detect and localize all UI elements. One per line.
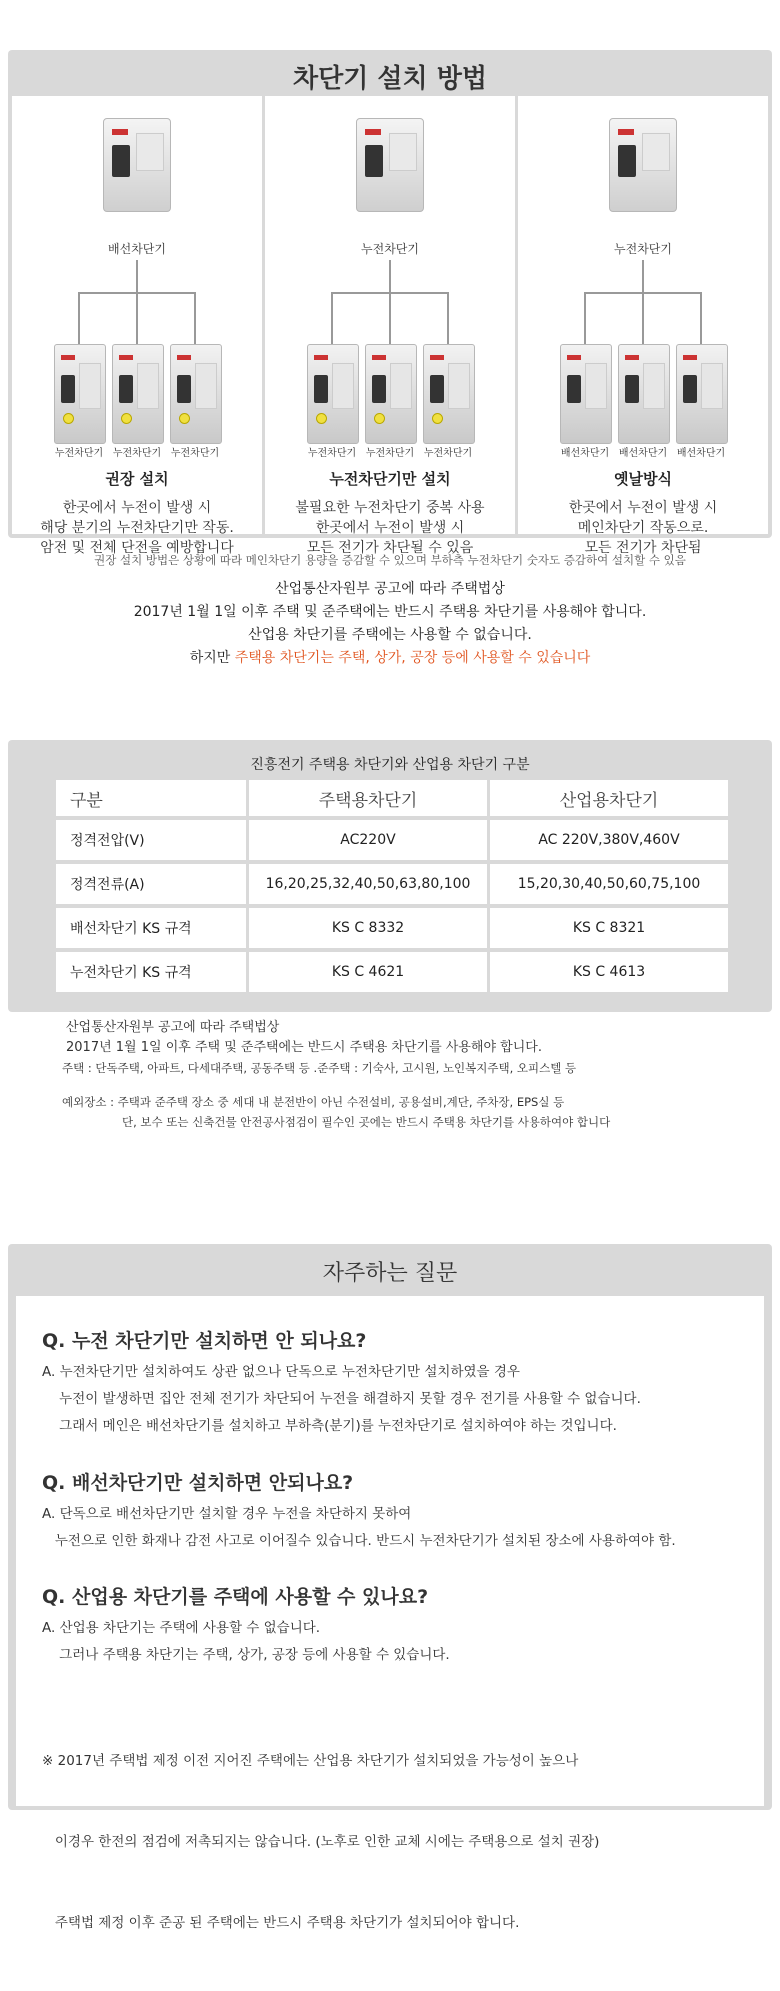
- breaker-label-plate: [585, 363, 607, 409]
- faq-footnote: [42, 1694, 599, 1991]
- faq-answer-line: 그러나 주택용 차단기는 주택, 상가, 공장 등에 사용할 수 있습니다.: [42, 1647, 450, 1663]
- table-header-cell: 산업용차단기: [490, 780, 728, 816]
- footnote-line: 주택법 제정 이후 준공 된 주택에는 반드시 주택용 차단기가 설치되어야 합니다.: [42, 1915, 520, 1931]
- breaker-switch: [314, 375, 328, 403]
- breaker-brand-mark: [177, 355, 191, 360]
- law-line-highlight: [0, 647, 780, 670]
- breaker-brand-mark: [365, 129, 381, 135]
- test-button: [432, 413, 443, 424]
- description-line: 불필요한 누전차단기 중복 사용: [295, 500, 485, 516]
- description-line: 한곳에서 누전이 발생 시: [62, 500, 212, 516]
- law-notice: [0, 578, 780, 670]
- sub-breaker-image: [676, 344, 728, 444]
- main-breaker-caption: 누전차단기: [361, 242, 419, 256]
- table-row: [56, 820, 728, 860]
- footnote-line: ※ 2017년 주택법 제정 이전 지어진 주택에는 산업용 차단기가 설치되었을 가능성이 높으나: [42, 1753, 579, 1769]
- breaker-label-plate: [195, 363, 217, 409]
- tree-line: [194, 292, 196, 344]
- compare-title: 진흥전기 주택용 차단기와 산업용 차단기 구분: [250, 757, 530, 773]
- method-heading: 권장 설치: [105, 470, 169, 488]
- breaker-label-plate: [390, 363, 412, 409]
- sub-breaker-image: [170, 344, 222, 444]
- install-column-rcd-only: [265, 96, 518, 556]
- tree-line: [642, 260, 644, 292]
- table-row: [56, 908, 728, 948]
- table-cell: 정격전압(V): [56, 820, 246, 860]
- method-heading: 누전차단기만 설치: [329, 470, 451, 488]
- sub-breaker-caption: 누전차단기: [170, 448, 220, 459]
- description-line: 한곳에서 누전이 발생 시: [315, 520, 465, 536]
- breaker-label-plate: [448, 363, 470, 409]
- method-description: [518, 498, 768, 558]
- main-breaker-image: [103, 118, 171, 212]
- breaker-switch: [61, 375, 75, 403]
- breaker-switch: [112, 145, 130, 177]
- law-prefix: 하지만: [189, 650, 235, 666]
- sub-breaker-caption: 누전차단기: [307, 448, 357, 459]
- table-cell: 15,20,30,40,50,60,75,100: [490, 864, 728, 904]
- footnote-line: 이경우 한전의 점검에 저촉되지는 않습니다. (노후로 인한 교체 시에는 주택용으로 설치 권장): [42, 1834, 600, 1850]
- faq-answer-line: A. 누전차단기만 설치하여도 상관 없으나 단독으로 누전차단기만 설치하였을 경우: [42, 1364, 520, 1380]
- breaker-label-plate: [332, 363, 354, 409]
- breaker-switch: [567, 375, 581, 403]
- sub-breaker-caption: 누전차단기: [365, 448, 415, 459]
- install-column-recommended: [12, 96, 265, 556]
- breaker-brand-mark: [119, 355, 133, 360]
- sub-breaker-caption: 배선차단기: [618, 448, 668, 459]
- sub-breaker-image: [560, 344, 612, 444]
- sub-breaker-caption: 배선차단기: [560, 448, 610, 459]
- faq-answer-line: A. 산업용 차단기는 주택에 사용할 수 없습니다.: [42, 1620, 321, 1636]
- breaker-label-plate: [643, 363, 665, 409]
- description-line: 한곳에서 누전이 발생 시: [568, 500, 718, 516]
- method-description: [265, 498, 515, 558]
- law-line: 산업용 차단기를 주택에는 사용할 수 없습니다.: [248, 627, 532, 643]
- faq-panel: [16, 1296, 764, 1931]
- test-button: [63, 413, 74, 424]
- main-breaker-image: [356, 118, 424, 212]
- install-note: 권장 설치 방법은 상황에 따라 메인차단기 용량을 증감할 수 있으며 부하측 누전차단기 숫자도 증감하여 설치할 수 있음: [94, 553, 686, 567]
- faq-answer-line: 누전이 발생하면 집안 전체 전기가 차단되어 누전을 해결하지 못할 경우 전기를 사용할 수 없습니다.: [42, 1391, 641, 1407]
- tree-line: [136, 260, 138, 292]
- tree-line: [331, 292, 333, 344]
- compare-law-note: [66, 1018, 542, 1058]
- sub-breaker-image: [54, 344, 106, 444]
- faq-item: [42, 1468, 676, 1555]
- breaker-brand-mark: [112, 129, 128, 135]
- sub-breaker-caption: 누전차단기: [423, 448, 473, 459]
- table-cell: 정격전류(A): [56, 864, 246, 904]
- faq-title: 자주하는 질문: [322, 1261, 458, 1286]
- breaker-label-plate: [389, 133, 417, 171]
- note-line: 단, 보수 또는 신축건물 안전공사점검이 필수인 곳에는 반드시 주택용 차단기를 사용하여야 합니다: [122, 1115, 611, 1129]
- table-header-row: [56, 780, 728, 816]
- description-line: 해당 분기의 누전차단기만 작동.: [40, 520, 234, 536]
- tree-line: [78, 292, 80, 344]
- test-button: [374, 413, 385, 424]
- exception-note: [62, 1092, 610, 1132]
- table-header-cell: 구분: [56, 780, 246, 816]
- tree-line: [389, 260, 391, 292]
- method-heading: 옛날방식: [614, 470, 672, 488]
- method-description: [12, 498, 262, 558]
- breaker-switch: [683, 375, 697, 403]
- sub-breaker-image: [112, 344, 164, 444]
- breaker-switch: [119, 375, 133, 403]
- breaker-label-plate: [136, 133, 164, 171]
- law-line: 산업통산자원부 공고에 따라 주택법상: [275, 581, 505, 597]
- breaker-brand-mark: [314, 355, 328, 360]
- table-cell: AC 220V,380V,460V: [490, 820, 728, 860]
- table-row: [56, 864, 728, 904]
- sub-breaker-caption: 누전차단기: [54, 448, 104, 459]
- table-cell: 16,20,25,32,40,50,63,80,100: [249, 864, 487, 904]
- breaker-brand-mark: [430, 355, 444, 360]
- tree-line: [447, 292, 449, 344]
- tree-line: [700, 292, 702, 344]
- tree-line: [136, 292, 138, 344]
- breaker-brand-mark: [625, 355, 639, 360]
- faq-question: Q. 산업용 차단기를 주택에 사용할 수 있나요?: [42, 1586, 429, 1608]
- table-cell: KS C 4621: [249, 952, 487, 992]
- faq-answer-line: 누전으로 인한 화재나 감전 사고로 이어질수 있습니다. 반드시 누전차단기가 설치된 장소에 사용하여야 함.: [42, 1533, 676, 1549]
- faq-item: [42, 1326, 641, 1440]
- faq-question: Q. 배선차단기만 설치하면 안되나요?: [42, 1472, 354, 1494]
- description-line: 암전 및 전체 단전을 예방합니다: [40, 540, 234, 556]
- breaker-switch: [365, 145, 383, 177]
- table-cell: KS C 8332: [249, 908, 487, 948]
- compare-section: [8, 740, 772, 1012]
- faq-question: Q. 누전 차단기만 설치하면 안 되나요?: [42, 1330, 367, 1352]
- sub-breaker-caption: 배선차단기: [676, 448, 726, 459]
- note-line: 2017년 1월 1일 이후 주택 및 준주택에는 반드시 주택용 차단기를 사용해야 합니다.: [66, 1040, 542, 1055]
- tree-line: [389, 292, 391, 344]
- table-cell: KS C 8321: [490, 908, 728, 948]
- test-button: [316, 413, 327, 424]
- table-header-cell: 주택용차단기: [249, 780, 487, 816]
- faq-item: [42, 1582, 450, 1669]
- main-breaker-caption: 배선차단기: [108, 242, 166, 256]
- breaker-label-plate: [701, 363, 723, 409]
- description-line: 모든 전기가 차단됨: [584, 540, 702, 556]
- breaker-switch: [430, 375, 444, 403]
- breaker-switch: [372, 375, 386, 403]
- sub-breaker-caption: 누전차단기: [112, 448, 162, 459]
- faq-answer-line: A. 단독으로 배선차단기만 설치할 경우 누전을 차단하지 못하여: [42, 1506, 412, 1522]
- breaker-brand-mark: [683, 355, 697, 360]
- breaker-label-plate: [137, 363, 159, 409]
- sub-breaker-image: [307, 344, 359, 444]
- breaker-switch: [625, 375, 639, 403]
- law-highlight: 주택용 차단기는 주택, 상가, 공장 등에 사용할 수 있습니다: [234, 650, 591, 666]
- main-breaker-image: [609, 118, 677, 212]
- description-line: 메인차단기 작동으로.: [577, 520, 709, 536]
- sub-breaker-image: [423, 344, 475, 444]
- tree-line: [584, 292, 586, 344]
- breaker-brand-mark: [618, 129, 634, 135]
- breaker-switch: [177, 375, 191, 403]
- faq-section: [8, 1244, 772, 1931]
- tree-line: [642, 292, 644, 344]
- install-panel: [12, 96, 768, 556]
- test-button: [121, 413, 132, 424]
- sub-breaker-image: [365, 344, 417, 444]
- breaker-label-plate: [79, 363, 101, 409]
- faq-answer-line: 그래서 메인은 배선차단기를 설치하고 부하측(분기)를 누전차단기로 설치하여야 하는 것입니다.: [42, 1418, 617, 1434]
- description-line: 모든 전기가 차단될 수 있음: [306, 540, 474, 556]
- note-line: 산업통산자원부 공고에 따라 주택법상: [66, 1020, 280, 1035]
- test-button: [179, 413, 190, 424]
- table-cell: AC220V: [249, 820, 487, 860]
- breaker-label-plate: [642, 133, 670, 171]
- breaker-brand-mark: [372, 355, 386, 360]
- table-cell: KS C 4613: [490, 952, 728, 992]
- breaker-brand-mark: [61, 355, 75, 360]
- note-line: 예외장소 : 주택과 준주택 장소 중 세대 내 분전반이 아닌 수전설비, 공용설비,계단, 주차장, EPS실 등: [62, 1095, 565, 1109]
- table-cell: 누전차단기 KS 규격: [56, 952, 246, 992]
- table-row: [56, 952, 728, 992]
- install-section: [8, 50, 772, 556]
- compare-table: [56, 780, 728, 996]
- law-line: 2017년 1월 1일 이후 주택 및 준주택에는 반드시 주택용 차단기를 사용해야 합니다.: [133, 604, 647, 620]
- breaker-brand-mark: [567, 355, 581, 360]
- main-breaker-caption: 누전차단기: [614, 242, 672, 256]
- sub-breaker-image: [618, 344, 670, 444]
- install-title: 차단기 설치 방법: [293, 64, 487, 94]
- housing-note: 주택 : 단독주택, 아파트, 다세대주택, 공동주택 등 .준주택 : 기숙사, 고시원, 노인복지주택, 오피스텔 등: [62, 1061, 577, 1075]
- table-cell: 배선차단기 KS 규격: [56, 908, 246, 948]
- install-column-old: [518, 96, 768, 556]
- breaker-switch: [618, 145, 636, 177]
